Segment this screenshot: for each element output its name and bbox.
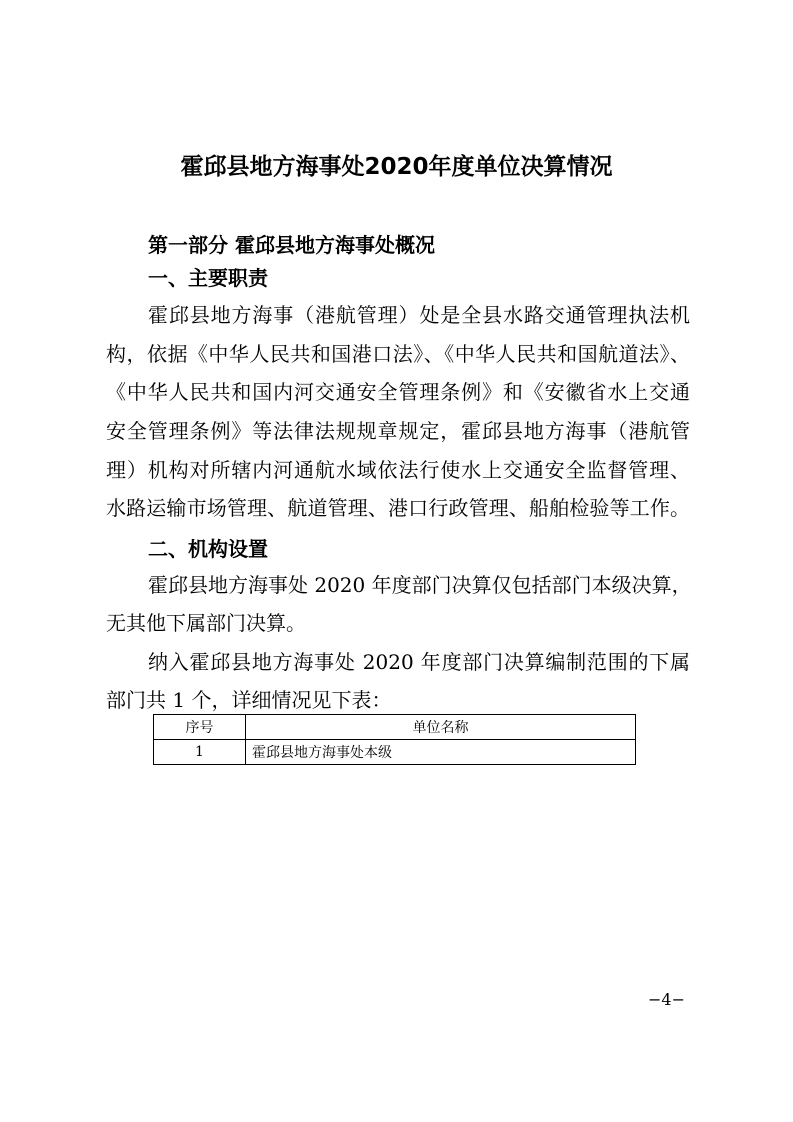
section-heading-organization: 二、机构设置 — [148, 537, 268, 561]
paragraph-line: 构，依据《中华人民共和国港口法》、《中华人民共和国航道法》、 — [106, 342, 690, 366]
cell-index: 1 — [154, 740, 246, 765]
table-row — [154, 740, 636, 765]
paragraph-line: 无其他下属部门决算。 — [106, 611, 306, 635]
section-heading-duties: 一、主要职责 — [148, 266, 268, 290]
paragraph-line: 纳入霍邱县地方海事处 2020 年度部门决算编制范围的下属 — [148, 650, 690, 674]
units-table — [153, 714, 636, 765]
table-header-row — [154, 715, 636, 740]
paragraph-line: 部门共 1 个，详细情况见下表： — [106, 688, 392, 712]
paragraph-line: 安全管理条例》等法律法规规章规定，霍邱县地方海事（港航管 — [106, 419, 690, 443]
cell-unit-name: 霍邱县地方海事处本级 — [246, 740, 636, 765]
header-unit-name: 单位名称 — [246, 715, 636, 740]
paragraph-line: 理）机构对所辖内河通航水域依法行使水上交通安全监督管理、 — [106, 458, 690, 482]
paragraph-line: 《中华人民共和国内河交通安全管理条例》和《安徽省水上交通 — [106, 380, 690, 404]
page-title: 霍邱县地方海事处2020年度单位决算情况 — [180, 154, 613, 180]
paragraph-line: 水路运输市场管理、航道管理、港口行政管理、船舶检验等工作。 — [106, 496, 690, 520]
part-heading: 第一部分 霍邱县地方海事处概况 — [148, 233, 435, 257]
paragraph-line: 霍邱县地方海事（港航管理）处是全县水路交通管理执法机 — [148, 303, 690, 327]
page-number: −4− — [648, 990, 685, 1009]
header-index: 序号 — [154, 715, 246, 740]
paragraph-line: 霍邱县地方海事处 2020 年度部门决算仅包括部门本级决算， — [148, 573, 692, 597]
